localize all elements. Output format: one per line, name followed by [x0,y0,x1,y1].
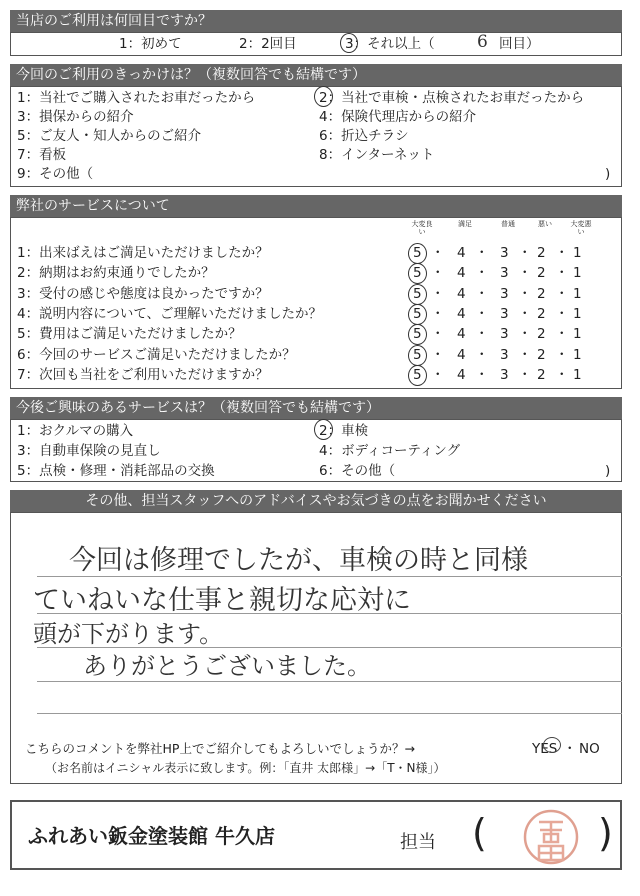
ruled-line [37,713,622,714]
consent-no[interactable]: NO [579,741,600,757]
rating-dot-separator: ・ [475,245,489,261]
q3-question-3: 3：受付の感じや態度は良かったですか？ [17,285,269,302]
q2-option-4[interactable]: 4：保険代理店からの紹介 [319,109,477,125]
q3-q2-rating-5[interactable]: 5 [413,265,422,282]
rating-dot-separator: ・ [518,305,532,322]
q3-q4-rating-5[interactable]: 5 [413,305,422,322]
q4-other-close: ) [605,463,611,479]
q5-header: その他、担当スタッフへのアドバイスやお気づきの点をお聞かせください [10,490,622,512]
q1-count-handwritten: 6 [477,32,488,52]
q3-q2-rating-3[interactable]: 3 [500,265,509,282]
scale-label-1: 大変悪い [570,220,592,236]
rating-dot-separator: ・ [518,366,532,383]
q3-box [10,217,622,389]
scale-label-5: 大変良い [411,220,433,236]
q3-q2-rating-1[interactable]: 1 [573,265,582,282]
q3-q6-circle-mark [408,345,427,366]
q2-option-3[interactable]: 3：損保からの紹介 [17,109,134,125]
footer-box [10,800,622,870]
rating-dot-separator: ・ [475,305,489,322]
rating-dot-separator: ・ [475,285,489,302]
q3-question-2: 2：納期はお約束通りでしたか？ [17,265,215,282]
q3-q1-rating-3[interactable]: 3 [500,245,509,261]
q2-option-9[interactable]: 9：その他（ [17,166,94,182]
q3-question-1: 1：出来ばえはご満足いただけましたか？ [17,245,269,261]
q3-q5-rating-5[interactable]: 5 [413,326,422,343]
q2-box [10,86,622,187]
rating-dot-separator: ・ [518,346,532,363]
q3-q6-rating-3[interactable]: 3 [500,346,509,363]
q2-option-5[interactable]: 5：ご友人・知人からのご紹介 [17,128,202,144]
rating-dot-separator: ・ [431,326,445,343]
q1-header: 当店のご利用は何回目ですか？ [10,10,622,32]
q4-option-1[interactable]: 1：おクルマの購入 [17,423,134,439]
q3-q7-rating-3[interactable]: 3 [500,366,509,383]
comment-line-3: 頭が下がります。 [33,620,224,648]
q3-q4-rating-2[interactable]: 2 [537,305,546,322]
q4-option-2[interactable]: 2：車検 [319,423,369,439]
q3-q5-rating-2[interactable]: 2 [537,326,546,343]
rating-dot-separator: ・ [431,366,445,383]
q3-q1-rating-2[interactable]: 2 [537,245,546,261]
q3-q7-circle-mark [408,365,427,386]
rating-dot-separator: ・ [475,265,489,282]
tanto-open-paren: ( [472,811,487,855]
rating-dot-separator: ・ [555,245,569,261]
q3-question-5: 5：費用はご満足いただけましたか？ [17,326,242,343]
q2-header: 今回のご利用のきっかけは？（複数回答でも結構です） [10,64,622,86]
q1-option-3[interactable]: 3：それ以上（ [345,36,435,52]
consent-separator: ・ [563,741,577,757]
q2-option-1[interactable]: 1：当社でご購入されたお車だったから [17,90,256,106]
q5-box [10,512,622,784]
scale-label-3: 普通 [501,220,515,228]
q3-q4-circle-mark [408,304,427,325]
q3-q1-rating-5[interactable]: 5 [413,245,422,261]
q3-header: 弊社のサービスについて [10,195,622,217]
q3-q1-rating-1[interactable]: 1 [573,245,582,261]
q3-q3-rating-4[interactable]: 4 [457,285,466,302]
q4-option-5[interactable]: 5：点検・修理・消耗部品の交換 [17,463,215,479]
q2-option-7[interactable]: 7：看板 [17,147,67,163]
q1-option-2[interactable]: 2：2回目 [239,36,297,52]
q3-q7-rating-4[interactable]: 4 [457,366,466,383]
q3-q5-rating-1[interactable]: 1 [573,326,582,343]
q3-q2-circle-mark [408,263,427,284]
rating-dot-separator: ・ [431,305,445,322]
q2-option-8[interactable]: 8：インターネット [319,147,435,163]
q3-q5-circle-mark [408,324,427,345]
q3-question-7: 7：次回も当社をご利用いただけますか？ [17,366,269,383]
hp-consent-question: こちらのコメントを弊社HP上でご紹介してもよろしいでしょうか？→ [25,741,415,756]
rating-dot-separator: ・ [518,245,532,261]
q3-q4-rating-1[interactable]: 1 [573,305,582,322]
comment-line-2: ていねいな仕事と親切な応対に [33,585,411,616]
q2-other-close: ) [605,166,611,182]
rating-dot-separator: ・ [555,285,569,302]
q3-question-6: 6：今回のサービスご満足いただけましたか？ [17,346,296,363]
q4-box [10,419,622,482]
q3-q7-rating-1[interactable]: 1 [573,366,582,383]
q3-q2-rating-4[interactable]: 4 [457,265,466,282]
yes-circle-mark [543,737,561,753]
initials-note: （お名前はイニシャル表示に致します。例：「直井 太郎様」→「T・N様」） [45,761,446,775]
q1-option-1[interactable]: 1：初めて [119,36,182,52]
q2-option-6[interactable]: 6：折込チラシ [319,128,409,144]
q4-option-4[interactable]: 4：ボディコーティング [319,443,461,459]
q4-option-3[interactable]: 3：自動車保険の見直し [17,443,161,459]
consent-yes[interactable]: YES [532,741,558,757]
rating-dot-separator: ・ [475,346,489,363]
comment-line-1: 今回は修理でしたが、車検の時と同様 [69,545,528,576]
q3-q6-rating-2[interactable]: 2 [537,346,546,363]
q3-q7-rating-5[interactable]: 5 [413,366,422,383]
q2-circle-mark [314,86,333,107]
staff-hanko-stamp [522,808,580,866]
rating-dot-separator: ・ [555,265,569,282]
q4-header: 今後ご興味のあるサービスは？（複数回答でも結構です） [10,397,622,419]
q3-q6-rating-1[interactable]: 1 [573,346,582,363]
q3-q3-rating-5[interactable]: 5 [413,285,422,302]
q3-q3-rating-2[interactable]: 2 [537,285,546,302]
q2-option-2[interactable]: 2：当社で車検・点検されたお車だったから [319,90,585,106]
q1-count-suffix: 回目） [499,36,540,52]
shop-name: ふれあい鈑金塗装館 牛久店 [28,824,275,848]
rating-dot-separator: ・ [555,326,569,343]
rating-dot-separator: ・ [518,326,532,343]
rating-dot-separator: ・ [555,346,569,363]
tanto-label: 担当 [400,832,436,853]
rating-dot-separator: ・ [518,285,532,302]
q3-q7-rating-2[interactable]: 2 [537,366,546,383]
rating-dot-separator: ・ [475,326,489,343]
q3-question-4: 4：説明内容について、ご理解いただけましたか？ [17,305,323,322]
q3-q6-rating-5[interactable]: 5 [413,346,422,363]
q1-circle-mark [340,33,358,53]
q3-q6-rating-4[interactable]: 4 [457,346,466,363]
rating-dot-separator: ・ [475,366,489,383]
q3-q3-circle-mark [408,284,427,305]
tanto-close-paren: ) [598,811,613,855]
q3-q3-rating-3[interactable]: 3 [500,285,509,302]
scale-label-4: 満足 [458,220,472,228]
q3-q1-rating-4[interactable]: 4 [457,245,466,261]
q3-q4-rating-4[interactable]: 4 [457,305,466,322]
rating-dot-separator: ・ [431,285,445,302]
rating-dot-separator: ・ [431,346,445,363]
q3-q5-rating-3[interactable]: 3 [500,326,509,343]
comment-line-4: ありがとうございました。 [83,652,371,680]
q3-q5-rating-4[interactable]: 4 [457,326,466,343]
q3-q1-circle-mark [408,243,427,264]
q3-q2-rating-2[interactable]: 2 [537,265,546,282]
q1-box [10,32,622,56]
rating-dot-separator: ・ [431,265,445,282]
ruled-line [37,681,622,682]
rating-dot-separator: ・ [431,245,445,261]
rating-dot-separator: ・ [518,265,532,282]
q4-option-6[interactable]: 6：その他（ [319,463,396,479]
rating-dot-separator: ・ [555,305,569,322]
q4-circle-mark [314,419,333,440]
rating-dot-separator: ・ [555,366,569,383]
scale-label-2: 悪い [538,220,552,228]
q3-q4-rating-3[interactable]: 3 [500,305,509,322]
q3-q3-rating-1[interactable]: 1 [573,285,582,302]
